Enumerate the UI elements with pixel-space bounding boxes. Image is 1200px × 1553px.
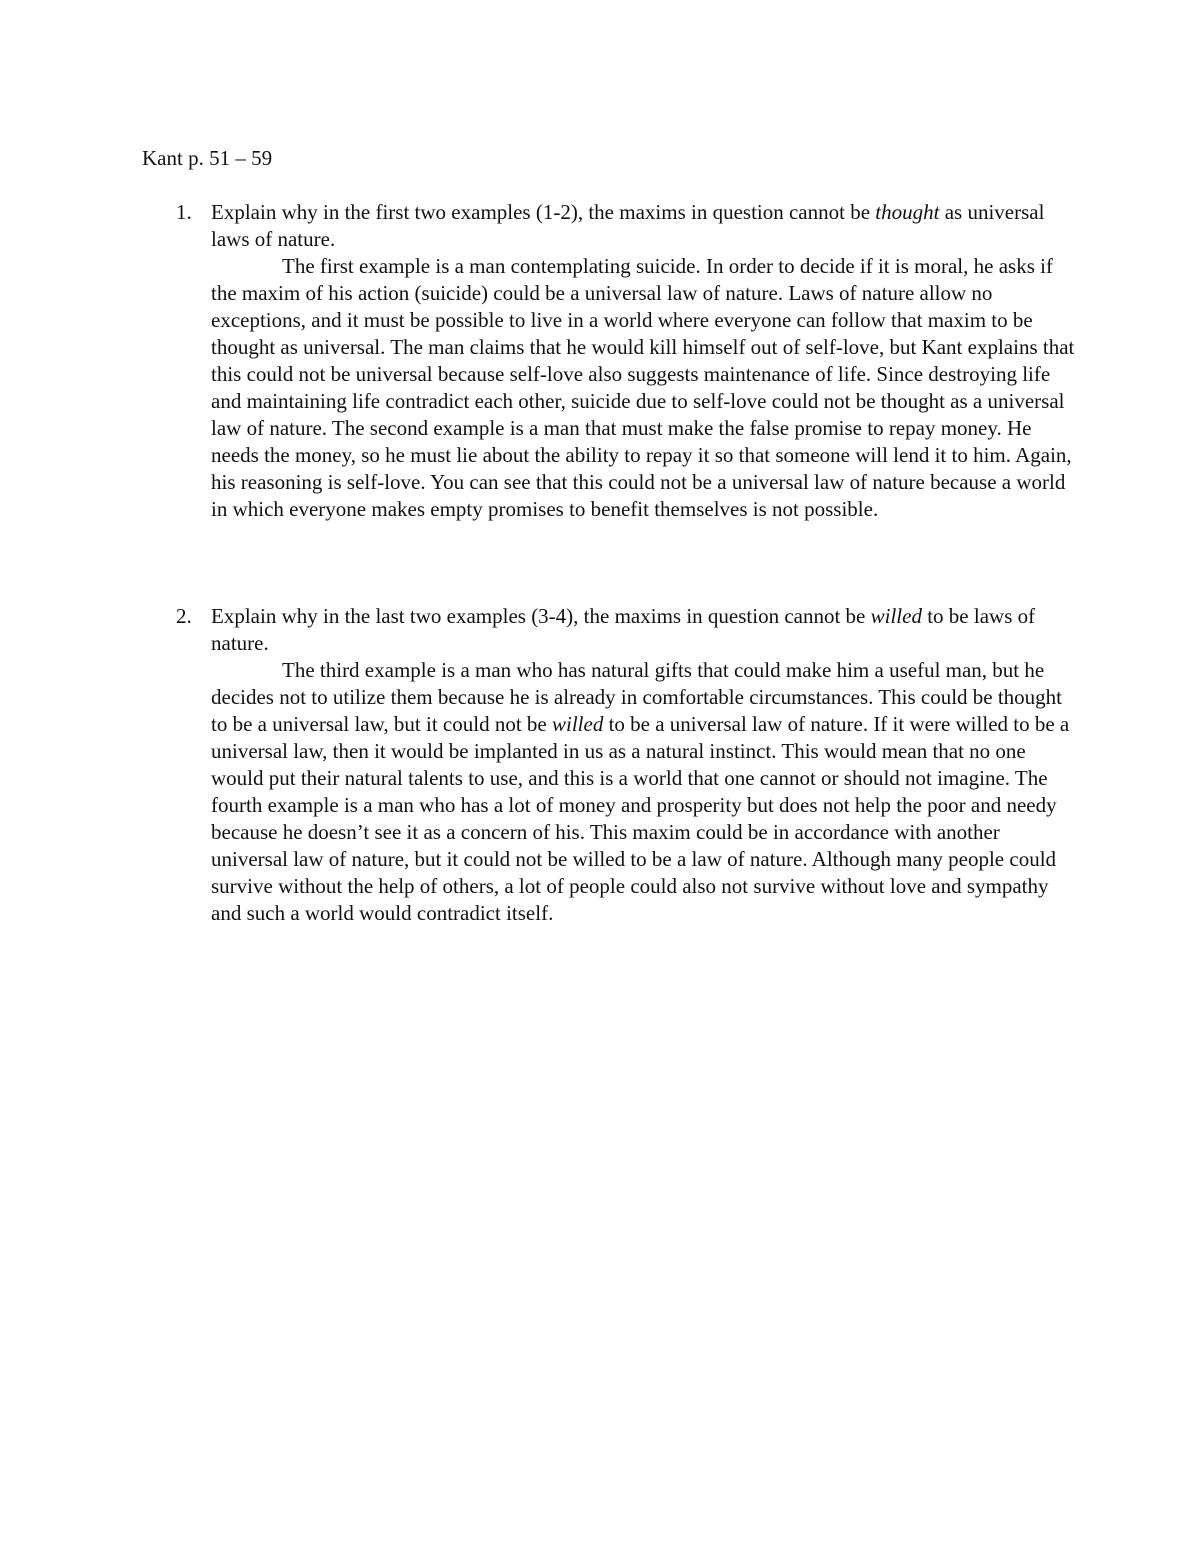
prompt-text: Explain why in the last two examples (3-4), the maxims in question cannot be	[211, 604, 871, 628]
question-item	[176, 199, 1076, 523]
answer-paragraph	[211, 657, 1076, 927]
question-body	[211, 199, 1076, 523]
question-number: 2.	[176, 604, 192, 628]
question-prompt	[211, 199, 1076, 253]
prompt-emphasis: willed	[870, 604, 922, 628]
answer-text: The first example is a man contemplating suicide. In order to decide if it is moral, he asks if the maxim of his action (suicide) could be a universal law of nature. Laws of nature allow no exceptions, and it must be possible to live in a world where everyone can follow that maxim to be thought as universal. The man claims that he would kill himself out of self-love, but Kant explains that this could not be universal because self-love also suggests maintenance of life. Since destroying life and maintaining life contradict each other, suicide due to self-love could not be thought as a universal law of nature. The second example is a man that must make the false promise to repay money. He needs the money, so he must lie about the ability to repay it so that someone will lend it to him. Again, his reasoning is self-love. You can see that this could not be a universal law of nature because a world in which everyone makes empty promises to benefit themselves is not possible.	[211, 254, 1075, 521]
answer-emphasis: willed	[551, 712, 604, 736]
question-prompt	[211, 603, 1076, 657]
prompt-text: to be laws of nature.	[211, 604, 1036, 655]
answer-paragraph	[211, 253, 1076, 523]
prompt-text: as universal laws of nature.	[211, 200, 1045, 251]
prompt-emphasis: thought	[875, 200, 940, 224]
document-title: Kant p. 51 – 59	[142, 146, 273, 170]
question-body	[211, 603, 1076, 927]
prompt-text: Explain why in the first two examples (1-2), the maxims in question cannot be	[211, 200, 876, 224]
question-number: 1.	[176, 200, 192, 224]
question-item	[176, 603, 1076, 927]
answer-text: The third example is a man who has natural gifts that could make him a useful man, but he decides not to utilize them because he is already in comfortable circumstances. This could be thought to be a universal law, but it could not be	[211, 658, 1063, 736]
answer-text: to be a universal law of nature. If it were willed to be a universal law, then it would be implanted in us as a natural instinct. This would mean that no one would put their natural talents to use, and this is a world that one cannot or should not imagine. The fourth example is a man who has a lot of money and prosperity but does not help the poor and needy because he doesn’t see it as a concern of his. This maxim could be in accordance with another universal law of nature, but it could not be willed to be a law of nature. Although many people could survive without the help of others, a lot of people could also not survive without love and sympathy and such a world would contradict itself.	[211, 712, 1070, 925]
